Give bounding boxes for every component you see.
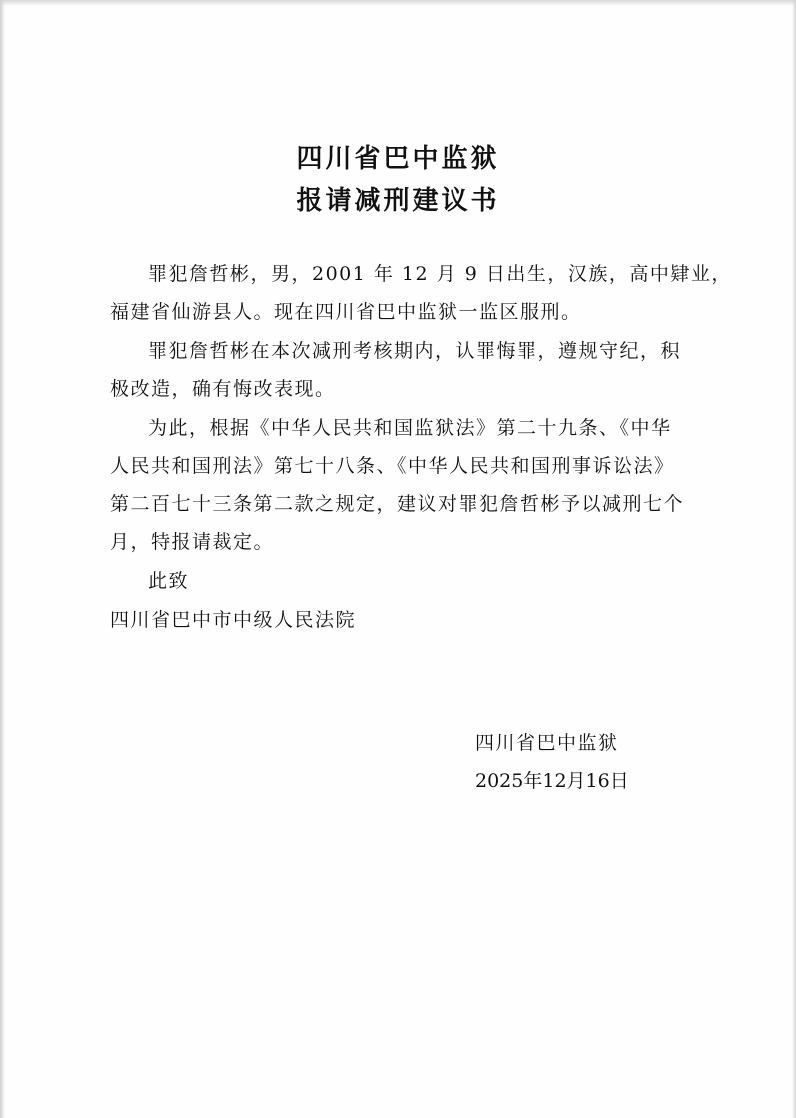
scan-shadow-top [0, 0, 796, 6]
paragraph-line: 罪犯詹哲彬在本次减刑考核期内，认罪悔罪，遵规守纪，积 [148, 340, 682, 362]
recipient-court: 四川省巴中市中级人民法院 [110, 609, 357, 631]
paragraph-line: 第二百七十三条第二款之规定，建议对罪犯詹哲彬予以减刑七个 [110, 493, 685, 515]
document-title-org: 四川省巴中监狱 [296, 144, 500, 174]
paragraph-line: 极改造，确有悔改表现。 [110, 378, 336, 400]
paragraph-performance [110, 332, 695, 408]
paragraph-legal-basis [110, 409, 695, 561]
paragraph-line: 福建省仙游县人。现在四川省巴中监狱一监区服刑。 [110, 301, 582, 323]
signature-organization: 四川省巴中监狱 [475, 732, 619, 754]
paragraph-line: 为此，根据《中华人民共和国监狱法》第二十九条、《中华 [148, 417, 672, 439]
paragraph-basic-info [110, 255, 732, 331]
document-title-type: 报请减刑建议书 [296, 186, 500, 216]
paragraph-line: 罪犯詹哲彬，男，2001 年 12 月 9 日出生，汉族，高中肄业， [148, 263, 732, 285]
salutation: 此致 [148, 570, 190, 592]
paragraph-line: 月，特报请裁定。 [110, 531, 275, 553]
signature-date: 2025年12月16日 [475, 770, 629, 792]
paragraph-line: 人民共和国刑法》第七十八条、《中华人民共和国刑事诉讼法》 [110, 455, 675, 477]
